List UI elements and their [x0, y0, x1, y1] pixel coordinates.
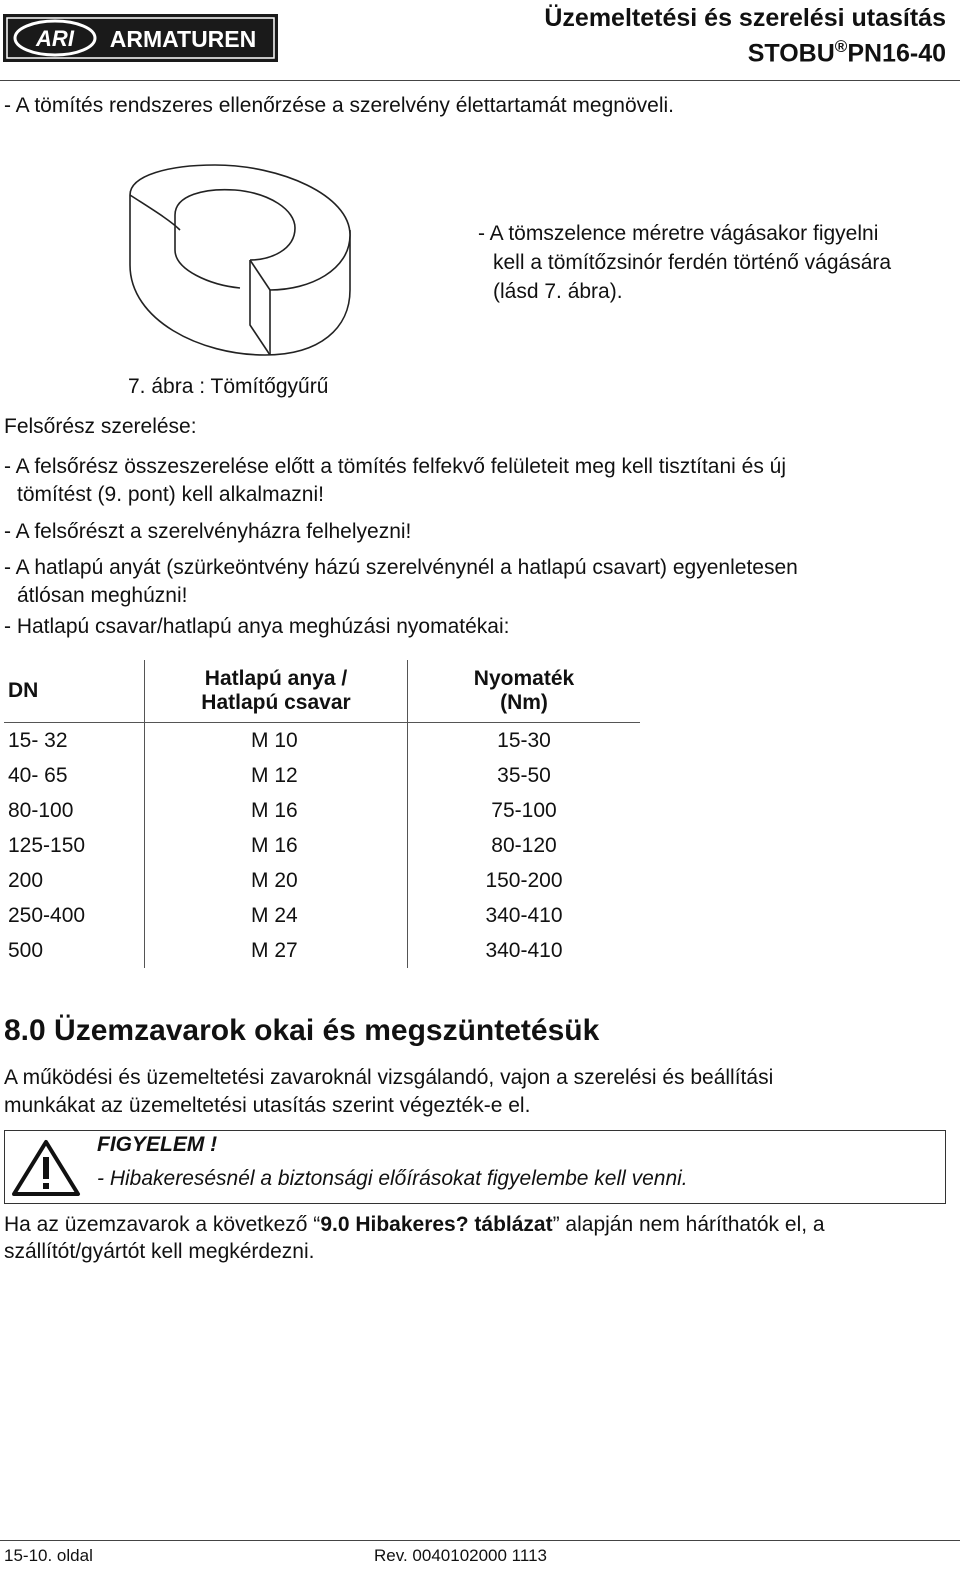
cell-bolt: M 27 — [145, 933, 408, 968]
figure-note-line1: - A tömszelence méretre vágásakor figyelni — [478, 222, 879, 245]
product-name: STOBU®PN16-40 — [747, 37, 946, 68]
table-header-row — [4, 660, 640, 723]
assembly-step-1-line2: tömítést (9. pont) kell alkalmazni! — [17, 483, 324, 506]
assembly-step-3-line1: - A hatlapú anyát (szürkeöntvény házú szerelvénynél a hatlapú csavart) egyenletesen — [4, 556, 798, 579]
document-title: Üzemeltetési és szerelési utasítás — [544, 4, 946, 32]
company-logo — [3, 14, 278, 62]
svg-text:ARMATUREN: ARMATUREN — [109, 26, 257, 52]
assembly-step-4: - Hatlapú csavar/hatlapú anya meghúzási nyomatékai: — [4, 615, 510, 638]
table-row — [4, 828, 640, 863]
warning-text: - Hibakeresésnél a biztonsági előírásokat figyelembe kell venni. — [97, 1167, 688, 1190]
cell-torque: 35-50 — [497, 763, 551, 787]
col-header-bolt: Hatlapú anya / Hatlapú csavar — [145, 660, 408, 723]
assembly-step-2: - A felsőrészt a szerelvényházra felhelyezni! — [4, 520, 412, 543]
footer-rule — [0, 1540, 960, 1541]
section-8-text-line2: munkákat az üzemeltetési utasítás szerint végezték-e el. — [4, 1094, 531, 1117]
figure-note-line3: (lásd 7. ábra). — [493, 280, 623, 303]
cell-dn: 250-400 — [4, 898, 145, 933]
cell-bolt: M 12 — [145, 758, 408, 793]
cell-bolt: M 24 — [145, 898, 408, 933]
cell-dn: 80-100 — [4, 793, 145, 828]
cell-torque: 340-410 — [485, 903, 563, 927]
cell-bolt: M 10 — [145, 723, 408, 759]
header-rule — [0, 80, 960, 81]
cell-torque: 150-200 — [485, 868, 563, 892]
cell-torque: 15-30 — [497, 728, 551, 752]
table-row — [4, 723, 640, 759]
cell-bolt: M 20 — [145, 863, 408, 898]
assembly-step-3-line2: átlósan meghúzni! — [17, 584, 188, 607]
table-row — [4, 793, 640, 828]
section-8-text-line1: A működési és üzemeltetési zavaroknál vizsgálandó, vajon a szerelési és beállítási — [4, 1066, 774, 1089]
revision-number: Rev. 0040102000 1113 — [374, 1546, 547, 1565]
page-number: 15-10. oldal — [4, 1546, 93, 1565]
cell-dn: 15- 32 — [4, 723, 145, 759]
col-header-dn: DN — [4, 660, 145, 723]
table-row — [4, 758, 640, 793]
final-note-line2: szállítót/gyártót kell megkérdezni. — [4, 1240, 315, 1263]
cell-torque: 80-120 — [491, 833, 557, 857]
svg-text:ARI: ARI — [36, 26, 74, 51]
sealing-ring-figure — [120, 160, 360, 360]
table-row — [4, 863, 640, 898]
figure-note-line2: kell a tömítőzsinór ferdén történő vágására — [493, 251, 892, 274]
cell-dn: 500 — [4, 933, 145, 968]
section-8-heading: 8.0 Üzemzavarok okai és megszüntetésük — [4, 1014, 600, 1047]
cell-torque: 75-100 — [491, 798, 557, 822]
cell-bolt: M 16 — [145, 793, 408, 828]
warning-title: FIGYELEM ! — [97, 1133, 218, 1156]
cell-dn: 125-150 — [4, 828, 145, 863]
assembly-step-1-line1: - A felsőrész összeszerelése előtt a tömítés felfekvő felületeit meg kell tisztítani és új — [4, 455, 787, 478]
cell-torque: 340-410 — [485, 938, 563, 962]
cell-dn: 200 — [4, 863, 145, 898]
cell-bolt: M 16 — [145, 828, 408, 863]
table-row — [4, 898, 640, 933]
figure-caption: 7. ábra : Tömítőgyűrű — [128, 375, 329, 398]
table-row — [4, 933, 640, 968]
col-header-torque: Nyomaték (Nm) — [408, 660, 641, 723]
warning-triangle-icon — [11, 1139, 81, 1197]
cell-dn: 40- 65 — [4, 758, 145, 793]
assembly-heading: Felsőrész szerelése: — [4, 415, 197, 438]
torque-table — [4, 660, 640, 968]
intro-text: - A tömítés rendszeres ellenőrzése a szerelvény élettartamát megnöveli. — [4, 94, 674, 117]
final-note-line1: Ha az üzemzavarok a következő “9.0 Hibakeres? táblázat” alapján nem háríthatók el, a — [4, 1213, 825, 1236]
warning-box — [4, 1130, 946, 1204]
